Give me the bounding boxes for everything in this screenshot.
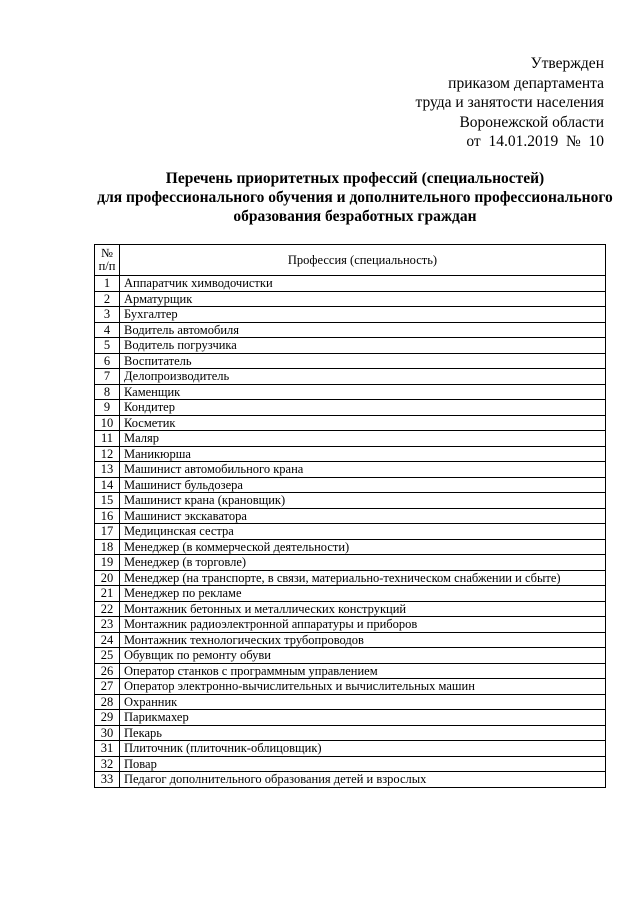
table-row [95,772,606,788]
profession-name: Охранник [120,694,606,710]
table-header-row [95,245,606,276]
row-number: 22 [95,601,120,617]
profession-name: Аппаратчик химводочистки [120,276,606,292]
row-number: 8 [95,384,120,400]
profession-name: Маникюрша [120,446,606,462]
row-number: 32 [95,756,120,772]
title-line: образования безработных граждан [233,208,477,225]
professions-table [94,244,606,788]
profession-name: Каменщик [120,384,606,400]
profession-name: Водитель погрузчика [120,338,606,354]
table-row [95,446,606,462]
profession-name: Арматурщик [120,291,606,307]
profession-name: Монтажник радиоэлектронной аппаратуры и приборов [120,617,606,633]
table-row [95,710,606,726]
row-number: 13 [95,462,120,478]
table-row [95,415,606,431]
header-number-symbol: № [101,246,113,260]
profession-name: Кондитер [120,400,606,416]
row-number: 10 [95,415,120,431]
document-title [90,169,620,226]
row-number: 6 [95,353,120,369]
table-row [95,493,606,509]
table-row [95,400,606,416]
profession-name: Менеджер (на транспорте, в связи, материально-техническом снабжении и сбыте) [120,570,606,586]
table-row [95,369,606,385]
row-number: 24 [95,632,120,648]
row-number: 33 [95,772,120,788]
table-row [95,694,606,710]
row-number: 31 [95,741,120,757]
profession-name: Машинист крана (крановщик) [120,493,606,509]
profession-name: Воспитатель [120,353,606,369]
profession-name: Медицинская сестра [120,524,606,540]
table-row [95,617,606,633]
header-number-abbrev: п/п [98,259,116,273]
row-number: 14 [95,477,120,493]
profession-name: Монтажник технологических трубопроводов [120,632,606,648]
profession-name: Парикмахер [120,710,606,726]
profession-name: Косметик [120,415,606,431]
row-number: 23 [95,617,120,633]
profession-name: Педагог дополнительного образования детей и взрослых [120,772,606,788]
profession-name: Пекарь [120,725,606,741]
row-number: 11 [95,431,120,447]
row-number: 1 [95,276,120,292]
row-number: 27 [95,679,120,695]
table-row [95,648,606,664]
row-number: 5 [95,338,120,354]
row-number: 18 [95,539,120,555]
row-number: 3 [95,307,120,323]
title-line: для профессионального обучения и дополнительного профессионального [97,189,613,206]
table-row [95,338,606,354]
table-row [95,508,606,524]
table-row [95,632,606,648]
row-number: 15 [95,493,120,509]
table-row [95,539,606,555]
table-row [95,431,606,447]
table-row [95,586,606,602]
table-row [95,477,606,493]
table-row [95,276,606,292]
profession-name: Машинист бульдозера [120,477,606,493]
table-row [95,353,606,369]
row-number: 21 [95,586,120,602]
profession-name: Маляр [120,431,606,447]
table-row [95,679,606,695]
table-row [95,570,606,586]
row-number: 16 [95,508,120,524]
row-number: 29 [95,710,120,726]
profession-name: Машинист автомобильного крана [120,462,606,478]
approval-date-number: от 14.01.2019 № 10 [466,133,604,150]
table-row [95,756,606,772]
table-row [95,601,606,617]
profession-name: Машинист экскаватора [120,508,606,524]
profession-name: Оператор станков с программным управлением [120,663,606,679]
table-row [95,462,606,478]
column-header-profession: Профессия (специальность) [120,245,606,276]
approval-line: приказом департамента [448,74,604,92]
profession-name: Обувщик по ремонту обуви [120,648,606,664]
table-body [95,276,606,788]
row-number: 7 [95,369,120,385]
profession-name: Плиточник (плиточник-облицовщик) [120,741,606,757]
profession-name: Менеджер по рекламе [120,586,606,602]
approval-line: Утвержден [530,55,604,72]
approval-stamp [415,54,604,152]
table-row [95,741,606,757]
row-number: 4 [95,322,120,338]
approval-line: Воронежской области [459,113,604,131]
profession-name: Менеджер (в торговле) [120,555,606,571]
table-row [95,322,606,338]
profession-name: Менеджер (в коммерческой деятельности) [120,539,606,555]
profession-name: Повар [120,756,606,772]
profession-name: Монтажник бетонных и металлических конструкций [120,601,606,617]
table-row [95,663,606,679]
table-row [95,524,606,540]
row-number: 26 [95,663,120,679]
table-row [95,725,606,741]
title-line: Перечень приоритетных профессий (специальностей) [165,170,545,187]
profession-name: Водитель автомобиля [120,322,606,338]
row-number: 9 [95,400,120,416]
table-row [95,291,606,307]
profession-name: Делопроизводитель [120,369,606,385]
row-number: 30 [95,725,120,741]
row-number: 28 [95,694,120,710]
row-number: 25 [95,648,120,664]
column-header-number [95,245,120,276]
table-row [95,307,606,323]
row-number: 19 [95,555,120,571]
profession-name: Оператор электронно-вычислительных и вычислительных машин [120,679,606,695]
row-number: 17 [95,524,120,540]
table-row [95,384,606,400]
table-row [95,555,606,571]
row-number: 12 [95,446,120,462]
row-number: 20 [95,570,120,586]
approval-line: труда и занятости населения [415,94,604,111]
profession-name: Бухгалтер [120,307,606,323]
row-number: 2 [95,291,120,307]
